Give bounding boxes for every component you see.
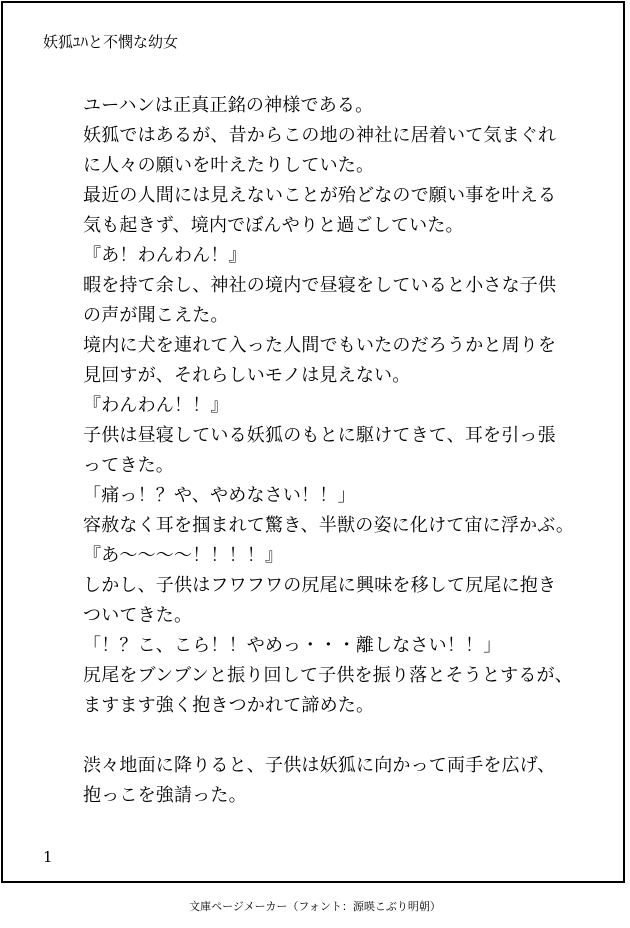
text-line: 「痛っ！？や、やめなさい！！」 [83,485,356,506]
text-line: しかし、子供はフワフワの尻尾に興味を移して尻尾に抱き [83,575,557,596]
text-line: 気も起きず、境内でぼんやりと過ごしていた。 [83,215,464,236]
text-line: 見回すが、それらしいモノは見えない。 [83,365,411,386]
page-number: 1 [43,848,53,866]
text-line: の声が聞こえた。 [83,305,229,326]
text-line: 妖狐ではあるが、昔からこの地の神社に居着いて気まぐれ [83,125,557,146]
page-frame [1,1,625,883]
text-line: に人々の願いを叶えたりしていた。 [83,155,375,176]
text-line: 『わんわん！！』 [83,395,229,416]
text-line: 『あ〜〜〜〜！！！！』 [83,545,284,566]
text-line: 『あ！わんわん！』 [83,245,247,266]
text-line: 容赦なく耳を掴まれて驚き、半獣の姿に化けて宙に浮かぶ。 [83,515,575,536]
blank-line [83,721,573,751]
text-line: 尻尾をブンブンと振り回して子供を振り落とそうとするが、 [83,665,573,686]
text-line: ユーハンは正真正銘の神様である。 [83,95,374,116]
text-line: 「！？こ、こら！！やめっ・・・離しなさい！！」 [83,635,502,656]
body-text [83,91,573,811]
text-line: 抱っこを強請った。 [83,785,247,806]
text-line: 子供は昼寝している妖狐のもとに駆けてきて、耳を引っ張 [83,425,556,446]
footer-credit: 文庫ページメーカー（フォント：源暎こぶり明朝） [189,900,441,913]
text-line: 境内に犬を連れて入った人間でもいたのだろうかと周りを [83,335,557,356]
document-title: 妖狐ﾕﾊと不憫な幼女 [43,33,179,51]
text-line: ってきた。 [83,455,174,476]
text-line: 最近の人間には見えないことが殆どなので願い事を叶える [83,185,557,206]
text-line: ますます強く抱きつかれて諦めた。 [83,695,375,716]
text-line: 暇を持て余し、神社の境内で昼寝をしていると小さな子供 [83,275,557,296]
text-line: ついてきた。 [83,605,193,626]
text-line: 渋々地面に降りると、子供は妖狐に向かって両手を広げ、 [83,755,556,776]
